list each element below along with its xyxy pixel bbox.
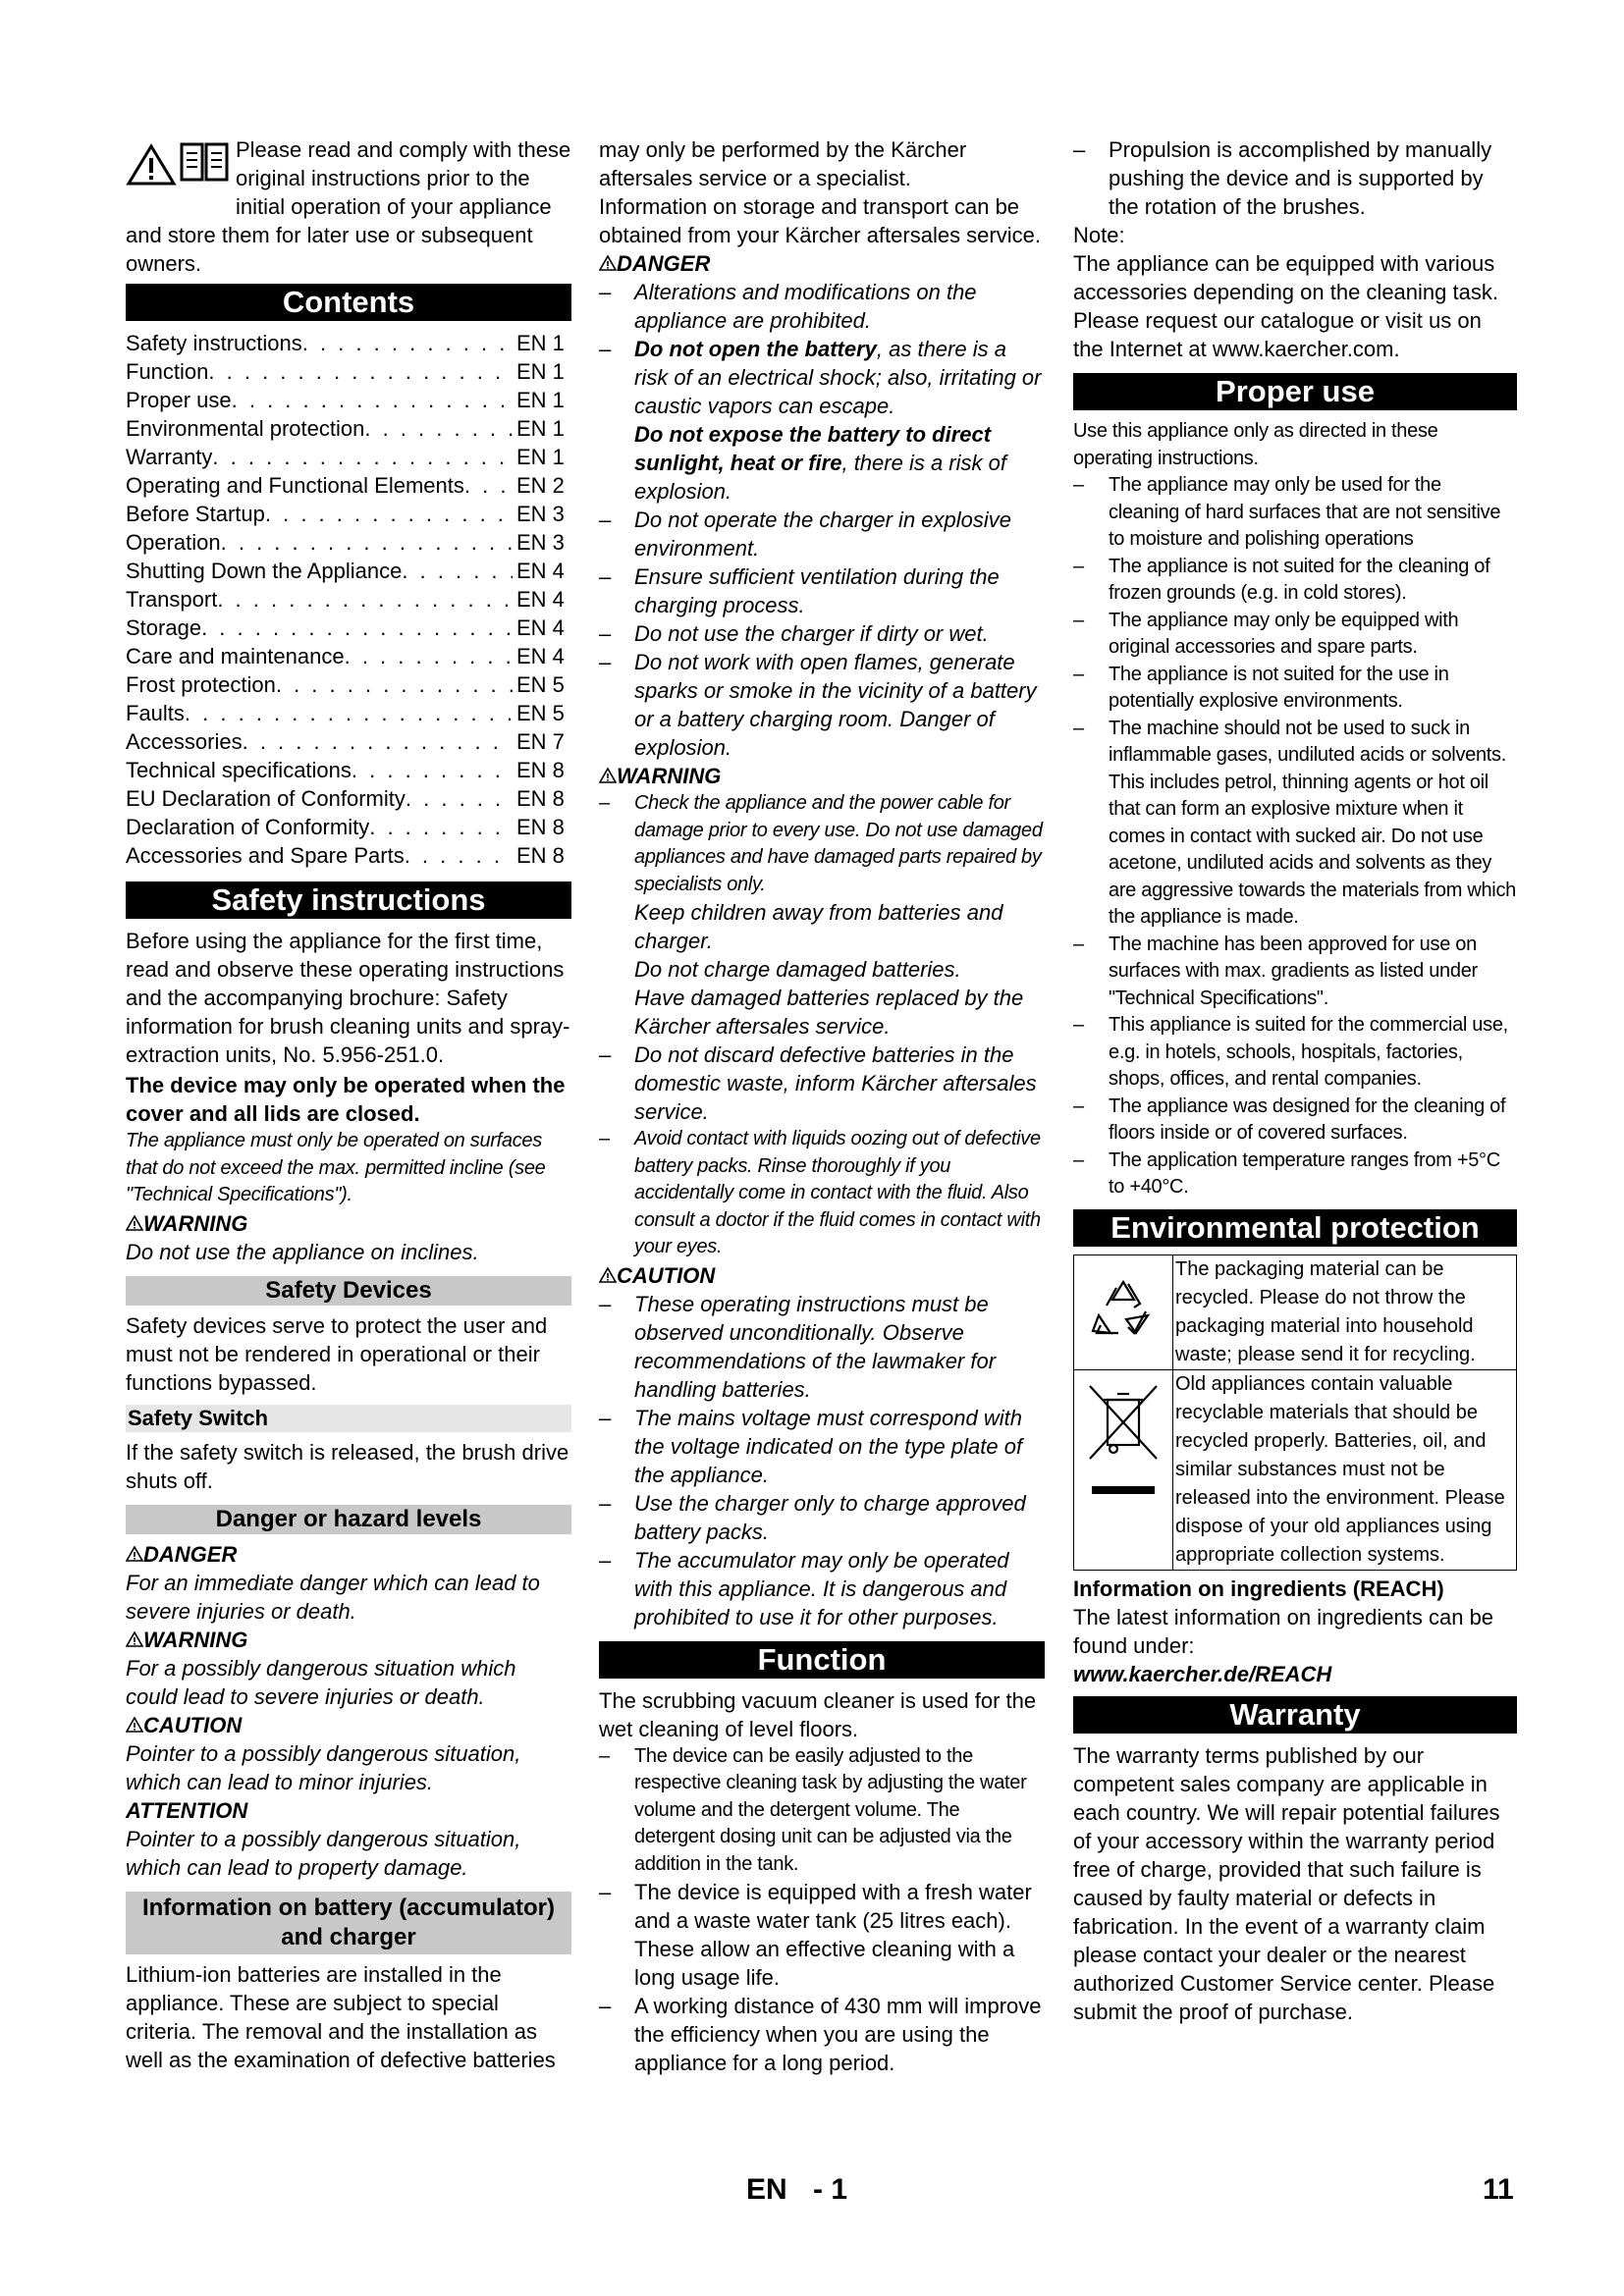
warning-triangle-icon [599,1267,617,1283]
toc-leader [208,357,513,386]
toc-item-page: EN 8 [516,843,565,868]
warning2-item: Keep children away from batteries and charger. [634,900,1003,953]
toc-item-title: Safety instructions [126,331,302,355]
warning-triangle-icon [126,1631,143,1647]
function-heading: Function [599,1641,1045,1679]
toc-item-page: EN 8 [516,786,565,811]
toc-item-page: EN 7 [516,729,565,754]
toc-item-title: Frost protection [126,672,276,697]
warning-triangle-icon [126,143,177,187]
warning2-label: WARNING [599,762,1045,790]
safety-switch-heading: Safety Switch [126,1405,571,1432]
toc-item-title: EU Declaration of Conformity [126,786,406,811]
environment-heading: Environmental protection [1073,1209,1517,1247]
hazard-level-text: For an immediate danger which can lead to severe injuries or death. [126,1570,540,1624]
toc-item-title: Function [126,359,209,384]
proper-use-item: – The appliance was designed for the cleaning of floors inside or of covered surfaces. [1073,1095,1506,1144]
danger-item: – Do not work with open flames, generate sparks or smoke in the vicinity of a battery or a battery charging room. Danger of explosion. [599,650,1037,760]
toc-item[interactable] [126,699,571,727]
safety-intro: Before using the appliance for the first time, read and observe these operating instructions and the accompanying brochure: Safety information for brush cleaning units and spray-extraction units, No. 5.956-251.0. [126,929,570,1067]
footer-language: EN [746,2173,787,2206]
warning-triangle-icon [126,1546,143,1562]
caution-item: – The accumulator may only be operated with this appliance. It is dangerous and prohibited to use it for other purposes. [599,1547,1009,1629]
warranty-text: The warranty terms published by our competent sales company are applicable in each country. We will repair potential failures of your accessory within the warranty period free of charge, provided that such failure is caused by faulty material or defects in fabrication. In the event of a warranty claim please contact your dealer or the nearest authorized Customer Service center. Please submit the proof of purchase. [1073,1742,1500,2024]
toc-item-title: Accessories and Spare Parts [126,843,405,868]
toc-item-page: EN 8 [516,758,565,782]
proper-use-item: – The appliance is not suited for the cleaning of frozen grounds (e.g. in cold stores). [1073,555,1490,604]
toc-item[interactable] [126,784,571,813]
toc-item-page: EN 4 [516,587,565,612]
toc-item-page: EN 1 [516,416,565,441]
toc-item[interactable] [126,670,571,699]
toc-item-title: Warranty [126,445,213,469]
danger-item: – Do not use the charger if dirty or wet. [599,621,989,646]
toc-item-page: EN 5 [516,701,565,725]
toc-item-title: Accessories [126,729,243,754]
danger-item: – Do not open the battery, as there is a risk of an electrical shock; also, irritating or caustic vapors can escape. [599,337,1042,418]
intro-text: Please read and comply with these original instructions prior to the initial operation of your appliance and store them for later use or subsequent owners. [126,137,571,276]
toc-leader [345,642,513,670]
toc-item[interactable] [126,727,571,756]
toc-item[interactable] [126,528,571,557]
warranty-heading: Warranty [1073,1696,1517,1734]
env-icon-cell [1074,1369,1173,1570]
danger-label: DANGER [599,249,1045,278]
intro-icons [126,135,236,194]
danger-item: – Do not operate the charger in explosive environment. [599,507,1012,561]
battery-heading: Information on battery (accumulator) and charger [126,1892,571,1954]
env-row-old-appliances [1074,1369,1517,1570]
warning2-item: – Avoid contact with liquids oozing out of defective battery packs. Rinse thoroughly if you accidentally come in contact with the fluid. Also consult a doctor if the fluid comes in contact with your eyes. [599,1128,1041,1257]
toc-leader [352,756,513,784]
function-item: – The device is equipped with a fresh water and a waste water tank (25 litres each). These allow an effective cleaning with a long usage life. [599,1880,1032,1990]
toc-item-page: EN 1 [516,445,565,469]
warning-triangle-icon [599,768,617,783]
reach-heading: Information on ingredients (REACH) [1073,1575,1444,1601]
toc-leader [221,528,513,557]
toc-list [126,329,571,870]
warning2-item: Do not charge damaged batteries. [634,957,961,982]
warning2-item: – Check the appliance and the power cable for damage prior to every use. Do not use damaged appliances and have damaged parts repaired by specialists only. [599,792,1043,895]
hazard-level-text: Pointer to a possibly dangerous situation, which can lead to property damage. [126,1826,521,1880]
toc-item-title: Operating and Functional Elements [126,473,464,498]
caution-item: – The mains voltage must correspond with the voltage indicated on the type plate of the appliance. [599,1405,1023,1487]
caution-item: – Use the charger only to charge approved battery packs. [599,1490,1026,1544]
proper-use-item: – The appliance is not suited for the use in potentially explosive environments. [1073,663,1449,712]
proper-use-item: – The machine should not be used to suck in inflammable gases, undiluted acids or solvents. [1073,717,1507,766]
env-packaging-text: The packaging material can be recycled. Please do not throw the packaging material into household waste; please send it for recycling. [1173,1255,1517,1369]
toc-leader [232,386,513,414]
toc-item-page: EN 3 [516,502,565,526]
toc-item-page: EN 1 [516,359,565,384]
toc-item[interactable] [126,329,571,357]
safety-devices-text: Safety devices serve to protect the user and must not be rendered in operational or their functions bypassed. [126,1312,548,1395]
toc-item[interactable] [126,756,571,784]
warning2-item: – Do not discard defective batteries in the domestic waste, inform Kärcher aftersales service. [599,1042,1037,1124]
footer-page-number: 11 [1483,2173,1514,2206]
hazard-levels-heading: Danger or hazard levels [126,1505,571,1534]
battery-text: Lithium-ion batteries are installed in the appliance. These are subject to special criteria. The removal and the installation as well as the examination of defective batteries [126,1961,556,2072]
reach-link[interactable]: www.kaercher.de/REACH [1073,1661,1332,1686]
caution-label: CAUTION [599,1261,1045,1290]
toc-item-title: Transport [126,587,218,612]
safety-incline-note: The appliance must only be operated on surfaces that do not exceed the max. permitted incline (see "Technical Specifications"). [126,1130,546,1205]
toc-item[interactable] [126,614,571,642]
danger-item: – Ensure sufficient ventilation during the charging process. [599,564,1000,617]
proper-use-item: – The machine has been approved for use on surfaces with max. gradients as listed under "Technical Specifications". [1073,933,1478,1009]
toc-item[interactable] [126,841,571,870]
toc-item[interactable] [126,500,571,528]
proper-use-item: – The application temperature ranges from +5°C to +40°C. [1073,1148,1500,1198]
hazard-level-text: Pointer to a possibly dangerous situation, which can lead to minor injuries. [126,1740,521,1794]
toc-leader [369,813,513,841]
toc-item[interactable] [126,813,571,841]
toc-item[interactable] [126,585,571,614]
battery-text-cont: may only be performed by the Kärcher aftersales service or a specialist. [599,137,967,190]
toc-item[interactable] [126,386,571,414]
column-2 [599,135,1045,2077]
toc-item-page: EN 8 [516,815,565,839]
danger-item: Do not expose the battery to direct sunlight, heat or fire, there is a risk of explosion. [634,422,1006,504]
danger-item: – Alterations and modifications on the appliance are prohibited. [599,280,977,333]
note-text: The appliance can be equipped with various accessories depending on the cleaning task. Please request our catalogue or visit us on the Internet at www.kaercher.com. [1073,251,1498,361]
hazard-level-label: ATTENTION [126,1797,248,1823]
toc-item[interactable] [126,557,571,585]
safety-warning-text: Do not use the appliance on inclines. [126,1239,479,1264]
toc-item-title: Proper use [126,388,232,412]
toc-leader [464,471,513,500]
hazard-level-label: WARNING [126,1626,571,1654]
reach-text: The latest information on ingredients can be found under: [1073,1604,1494,1658]
toc-leader [302,329,513,357]
proper-use-solvents-note: This includes petrol, thinning agents or hot oil that can form an explosive mixture when it comes in contact with sucked air. Do not use acetone, undiluted acids and solvents as they are aggressive towards the materials from which the appliance is made. [1109,771,1516,928]
warning2-item: Have damaged batteries replaced by the Kärcher aftersales service. [634,986,1024,1039]
function-item: – Propulsion is accomplished by manually pushing the device and is supported by the rotation of the brushes. [1073,137,1492,219]
proper-use-item: – The appliance may only be used for the cleaning of hard surfaces that are not sensitive to moisture and polishing operations [1073,474,1501,550]
toc-item-page: EN 3 [516,530,565,555]
warning-triangle-icon [599,255,617,271]
safety-heading: Safety instructions [126,881,571,919]
caution-item: – These operating instructions must be observed unconditionally. Observe recommendations of the lawmaker for handling batteries. [599,1291,997,1402]
toc-item-page: EN 4 [516,559,565,583]
toc-item-title: Technical specifications [126,758,352,782]
toc-item-page: EN 2 [516,473,565,498]
safety-warning-label: WARNING [126,1209,571,1238]
toc-leader [265,500,513,528]
toc-item-title: Shutting Down the Appliance [126,559,403,583]
toc-leader [217,585,513,614]
toc-leader [201,614,513,642]
function-item: – A working distance of 430 mm will improve the efficiency when you are using the appliance for a long period. [599,1994,1042,2075]
proper-use-item: – The appliance may only be equipped with original accessories and spare parts. [1073,609,1459,658]
warning-triangle-icon [126,1215,143,1231]
manual-book-icon [179,139,230,185]
toc-item-title: Before Startup [126,502,265,526]
toc-item-title: Operation [126,530,221,555]
toc-item[interactable] [126,642,571,670]
toc-item-page: EN 4 [516,615,565,640]
recycle-icon [1089,1276,1158,1339]
toc-item-title: Environmental protection [126,416,365,441]
toc-item[interactable] [126,471,571,500]
toc-item-title: Faults [126,701,185,725]
toc-leader [364,414,513,443]
hazard-level-label: DANGER [126,1540,571,1569]
toc-leader [185,699,513,727]
function-item: – The device can be easily adjusted to the respective cleaning task by adjusting the water volume and the detergent volume. The detergent dosing unit can be adjusted via the addition in the tank. [599,1744,1027,1875]
toc-item[interactable] [126,414,571,443]
proper-use-intro: Use this appliance only as directed in these operating instructions. [1073,420,1438,469]
safety-cover-note: The device may only be operated when the cover and all lids are closed. [126,1073,566,1126]
hazard-levels [126,1540,571,1882]
storage-text: Information on storage and transport can be obtained from your Kärcher aftersales service. [599,194,1041,247]
toc-leader [243,727,513,756]
toc-item-page: EN 1 [516,331,565,355]
column-3 [1073,135,1517,2026]
environment-table [1073,1255,1517,1571]
contents-heading: Contents [126,284,571,321]
intro-block [126,135,571,278]
toc-leader [402,557,513,585]
warning-triangle-icon [126,1717,143,1733]
footer-section-page: - 1 [813,2173,848,2206]
toc-leader [405,841,513,870]
toc-leader [276,670,513,699]
crossed-bin-icon [1084,1380,1163,1498]
column-1 [126,135,571,2074]
toc-item-title: Care and maintenance [126,644,345,668]
toc-leader [406,784,513,813]
hazard-level-text: For a possibly dangerous situation which could lead to severe injuries or death. [126,1655,516,1709]
note-label: Note: [1073,223,1125,247]
function-intro: The scrubbing vacuum cleaner is used for the wet cleaning of level floors. [599,1687,1037,1741]
toc-item-title: Storage [126,615,202,640]
toc-item[interactable] [126,357,571,386]
proper-use-heading: Proper use [1073,373,1517,410]
env-row-packaging [1074,1255,1517,1369]
proper-use-item: – This appliance is suited for the commercial use, e.g. in hotels, schools, hospitals, factories, shops, offices, and rental companies. [1073,1014,1508,1090]
toc-leader [212,443,513,471]
safety-switch-text: If the safety switch is released, the brush drive shuts off. [126,1439,569,1493]
env-icon-cell [1074,1255,1173,1369]
toc-item-page: EN 4 [516,644,565,668]
safety-devices-heading: Safety Devices [126,1276,571,1306]
env-old-appliances-text: Old appliances contain valuable recyclable materials that should be recycled properly. Batteries, oil, and similar substances must not be released into the environment. Please dispose of your old appliances using appropriate collection systems. [1173,1369,1517,1570]
toc-item[interactable] [126,443,571,471]
proper-use-list [1073,472,1517,1201]
hazard-level-label: CAUTION [126,1711,571,1739]
toc-item-title: Declaration of Conformity [126,815,370,839]
toc-item-page: EN 5 [516,672,565,697]
toc-item-page: EN 1 [516,388,565,412]
